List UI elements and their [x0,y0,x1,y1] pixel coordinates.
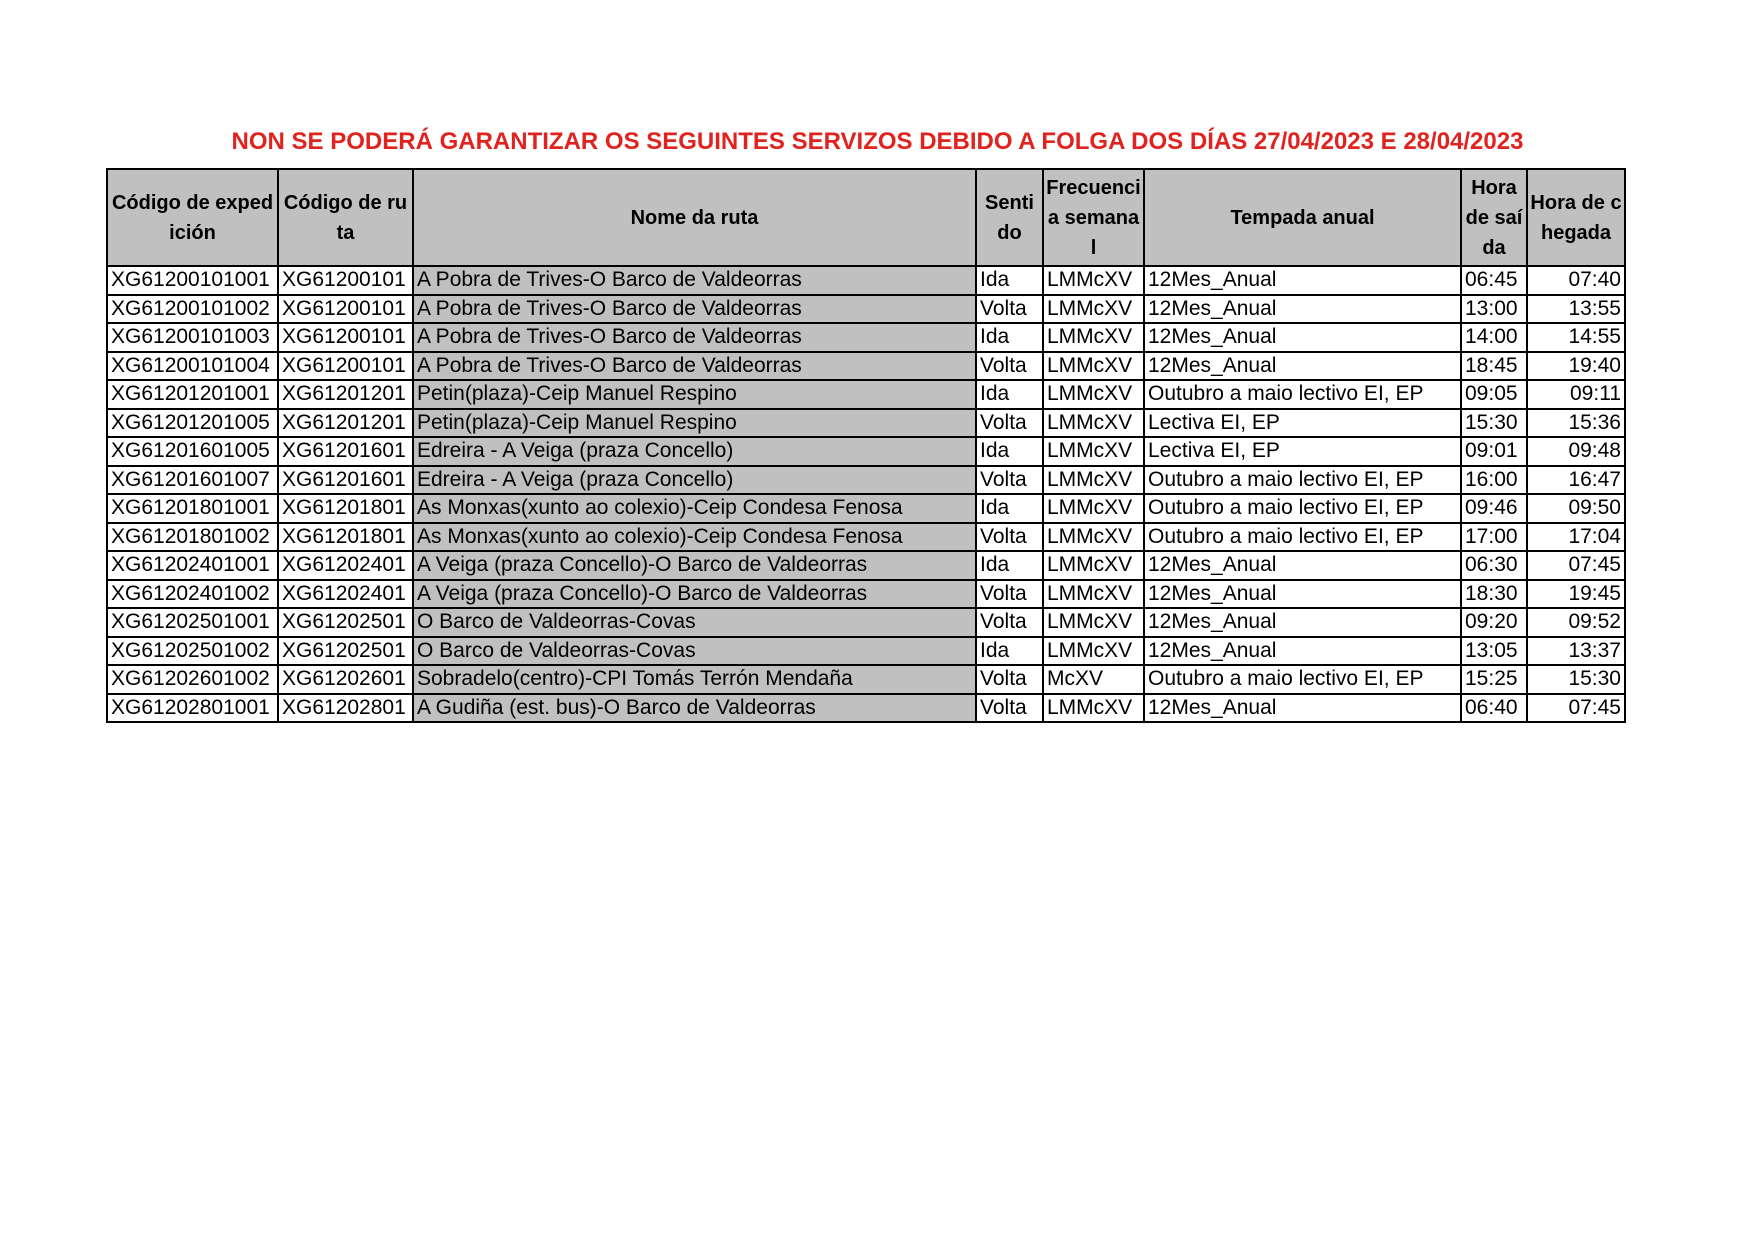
cell-frecuencia: LMMcXV [1043,266,1144,295]
cell-hora-chegada: 09:11 [1527,380,1625,409]
cell-sentido: Ida [976,494,1043,523]
table-row [107,380,1625,409]
cell-nome-ruta: As Monxas(xunto ao colexio)-Ceip Condesa Fenosa [413,494,976,523]
table-row [107,266,1625,295]
cell-hora-saida: 06:45 [1461,266,1527,295]
cell-sentido: Volta [976,352,1043,381]
cell-hora-chegada: 07:40 [1527,266,1625,295]
table-row [107,352,1625,381]
cell-nome-ruta: Edreira - A Veiga (praza Concello) [413,437,976,466]
table-row [107,694,1625,723]
cell-nome-ruta: A Pobra de Trives-O Barco de Valdeorras [413,295,976,324]
cell-frecuencia: LMMcXV [1043,523,1144,552]
cell-frecuencia: LMMcXV [1043,466,1144,495]
cell-tempada: 12Mes_Anual [1144,580,1461,609]
cell-codigo-expedicion: XG61200101004 [107,352,278,381]
cell-sentido: Volta [976,608,1043,637]
cell-tempada: Outubro a maio lectivo EI, EP [1144,380,1461,409]
cell-hora-saida: 15:25 [1461,665,1527,694]
cell-tempada: Lectiva EI, EP [1144,409,1461,438]
header-frecuencia: Frecuenci a semanal [1043,169,1144,266]
cell-hora-saida: 09:46 [1461,494,1527,523]
cell-hora-chegada: 09:48 [1527,437,1625,466]
cell-tempada: Lectiva EI, EP [1144,437,1461,466]
cell-sentido: Ida [976,323,1043,352]
cell-codigo-ruta: XG61201201 [278,380,413,409]
cell-hora-saida: 18:45 [1461,352,1527,381]
cell-frecuencia: LMMcXV [1043,295,1144,324]
cell-nome-ruta: Petin(plaza)-Ceip Manuel Respino [413,380,976,409]
cell-hora-saida: 14:00 [1461,323,1527,352]
cell-sentido: Volta [976,295,1043,324]
cell-codigo-expedicion: XG61200101001 [107,266,278,295]
cell-tempada: Outubro a maio lectivo EI, EP [1144,494,1461,523]
header-codigo-ruta: Código de ruta [278,169,413,266]
cell-sentido: Volta [976,409,1043,438]
cell-tempada: 12Mes_Anual [1144,551,1461,580]
cell-codigo-ruta: XG61200101 [278,295,413,324]
cell-frecuencia: LMMcXV [1043,323,1144,352]
cell-sentido: Volta [976,580,1043,609]
cell-codigo-ruta: XG61202501 [278,608,413,637]
cell-codigo-expedicion: XG61201201005 [107,409,278,438]
header-hora-chegada: Hora de chegada [1527,169,1625,266]
cell-hora-chegada: 15:30 [1527,665,1625,694]
cell-hora-saida: 18:30 [1461,580,1527,609]
cell-hora-chegada: 16:47 [1527,466,1625,495]
cell-tempada: 12Mes_Anual [1144,637,1461,666]
cell-nome-ruta: As Monxas(xunto ao colexio)-Ceip Condesa Fenosa [413,523,976,552]
table-row [107,323,1625,352]
cell-nome-ruta: O Barco de Valdeorras-Covas [413,608,976,637]
cell-codigo-expedicion: XG61200101003 [107,323,278,352]
cell-hora-saida: 13:00 [1461,295,1527,324]
cell-hora-chegada: 15:36 [1527,409,1625,438]
cell-sentido: Ida [976,637,1043,666]
cell-hora-chegada: 14:55 [1527,323,1625,352]
cell-sentido: Ida [976,266,1043,295]
header-sentido: Senti do [976,169,1043,266]
cell-frecuencia: McXV [1043,665,1144,694]
cell-sentido: Ida [976,437,1043,466]
table-row [107,665,1625,694]
cell-nome-ruta: Edreira - A Veiga (praza Concello) [413,466,976,495]
cell-codigo-expedicion: XG61202601002 [107,665,278,694]
cell-frecuencia: LMMcXV [1043,580,1144,609]
cell-nome-ruta: A Pobra de Trives-O Barco de Valdeorras [413,266,976,295]
cell-sentido: Volta [976,466,1043,495]
cell-sentido: Volta [976,694,1043,723]
cell-tempada: Outubro a maio lectivo EI, EP [1144,523,1461,552]
page-title: NON SE PODERÁ GARANTIZAR OS SEGUINTES SERVIZOS DEBIDO A FOLGA DOS DÍAS 27/04/2023 E 28/04/2023 [231,128,1524,155]
services-table [106,168,1626,723]
cell-hora-chegada: 07:45 [1527,551,1625,580]
cell-hora-saida: 16:00 [1461,466,1527,495]
cell-frecuencia: LMMcXV [1043,551,1144,580]
cell-sentido: Ida [976,551,1043,580]
cell-codigo-ruta: XG61201601 [278,437,413,466]
cell-tempada: 12Mes_Anual [1144,352,1461,381]
cell-frecuencia: LMMcXV [1043,608,1144,637]
cell-codigo-ruta: XG61202601 [278,665,413,694]
cell-nome-ruta: A Veiga (praza Concello)-O Barco de Valdeorras [413,551,976,580]
cell-hora-saida: 09:05 [1461,380,1527,409]
cell-hora-saida: 17:00 [1461,523,1527,552]
table-row [107,580,1625,609]
cell-tempada: Outubro a maio lectivo EI, EP [1144,665,1461,694]
cell-nome-ruta: O Barco de Valdeorras-Covas [413,637,976,666]
table-header-row [107,169,1625,266]
cell-tempada: Outubro a maio lectivo EI, EP [1144,466,1461,495]
table-row [107,608,1625,637]
cell-codigo-ruta: XG61202401 [278,580,413,609]
cell-frecuencia: LMMcXV [1043,409,1144,438]
cell-hora-saida: 09:01 [1461,437,1527,466]
cell-codigo-expedicion: XG61200101002 [107,295,278,324]
cell-codigo-expedicion: XG61201201001 [107,380,278,409]
cell-hora-chegada: 19:40 [1527,352,1625,381]
table-row [107,409,1625,438]
table-row [107,523,1625,552]
cell-hora-chegada: 17:04 [1527,523,1625,552]
cell-codigo-expedicion: XG61202501002 [107,637,278,666]
cell-codigo-expedicion: XG61202801001 [107,694,278,723]
table-row [107,295,1625,324]
cell-frecuencia: LMMcXV [1043,694,1144,723]
header-hora-saida: Hora de saída [1461,169,1527,266]
cell-codigo-expedicion: XG61202401001 [107,551,278,580]
cell-codigo-ruta: XG61201801 [278,494,413,523]
cell-sentido: Volta [976,665,1043,694]
cell-codigo-expedicion: XG61202401002 [107,580,278,609]
cell-codigo-ruta: XG61202801 [278,694,413,723]
cell-tempada: 12Mes_Anual [1144,266,1461,295]
cell-hora-chegada: 07:45 [1527,694,1625,723]
cell-hora-saida: 15:30 [1461,409,1527,438]
cell-frecuencia: LMMcXV [1043,494,1144,523]
cell-frecuencia: LMMcXV [1043,437,1144,466]
cell-hora-saida: 13:05 [1461,637,1527,666]
cell-codigo-ruta: XG61201601 [278,466,413,495]
cell-codigo-expedicion: XG61201601005 [107,437,278,466]
cell-tempada: 12Mes_Anual [1144,323,1461,352]
cell-hora-chegada: 09:50 [1527,494,1625,523]
cell-frecuencia: LMMcXV [1043,637,1144,666]
table-row [107,551,1625,580]
table-row [107,637,1625,666]
cell-codigo-ruta: XG61201201 [278,409,413,438]
cell-codigo-expedicion: XG61202501001 [107,608,278,637]
cell-codigo-expedicion: XG61201601007 [107,466,278,495]
cell-nome-ruta: Petin(plaza)-Ceip Manuel Respino [413,409,976,438]
cell-hora-saida: 09:20 [1461,608,1527,637]
cell-codigo-ruta: XG61200101 [278,323,413,352]
cell-hora-chegada: 09:52 [1527,608,1625,637]
cell-codigo-ruta: XG61202501 [278,637,413,666]
cell-codigo-ruta: XG61200101 [278,266,413,295]
cell-nome-ruta: A Pobra de Trives-O Barco de Valdeorras [413,352,976,381]
cell-nome-ruta: A Veiga (praza Concello)-O Barco de Valdeorras [413,580,976,609]
table-body [107,266,1625,722]
cell-tempada: 12Mes_Anual [1144,694,1461,723]
cell-codigo-expedicion: XG61201801001 [107,494,278,523]
cell-codigo-ruta: XG61202401 [278,551,413,580]
cell-tempada: 12Mes_Anual [1144,608,1461,637]
cell-nome-ruta: Sobradelo(centro)-CPI Tomás Terrón Mendaña [413,665,976,694]
table-row [107,494,1625,523]
cell-hora-saida: 06:40 [1461,694,1527,723]
cell-sentido: Volta [976,523,1043,552]
cell-codigo-ruta: XG61201801 [278,523,413,552]
header-codigo-expedicion: Código de expedición [107,169,278,266]
cell-sentido: Ida [976,380,1043,409]
cell-frecuencia: LMMcXV [1043,352,1144,381]
header-nome-ruta: Nome da ruta [413,169,976,266]
cell-codigo-expedicion: XG61201801002 [107,523,278,552]
cell-frecuencia: LMMcXV [1043,380,1144,409]
cell-hora-chegada: 19:45 [1527,580,1625,609]
table-row [107,437,1625,466]
table-row [107,466,1625,495]
cell-hora-chegada: 13:55 [1527,295,1625,324]
cell-nome-ruta: A Gudiña (est. bus)-O Barco de Valdeorras [413,694,976,723]
cell-hora-chegada: 13:37 [1527,637,1625,666]
cell-hora-saida: 06:30 [1461,551,1527,580]
cell-codigo-ruta: XG61200101 [278,352,413,381]
cell-tempada: 12Mes_Anual [1144,295,1461,324]
header-tempada: Tempada anual [1144,169,1461,266]
cell-nome-ruta: A Pobra de Trives-O Barco de Valdeorras [413,323,976,352]
